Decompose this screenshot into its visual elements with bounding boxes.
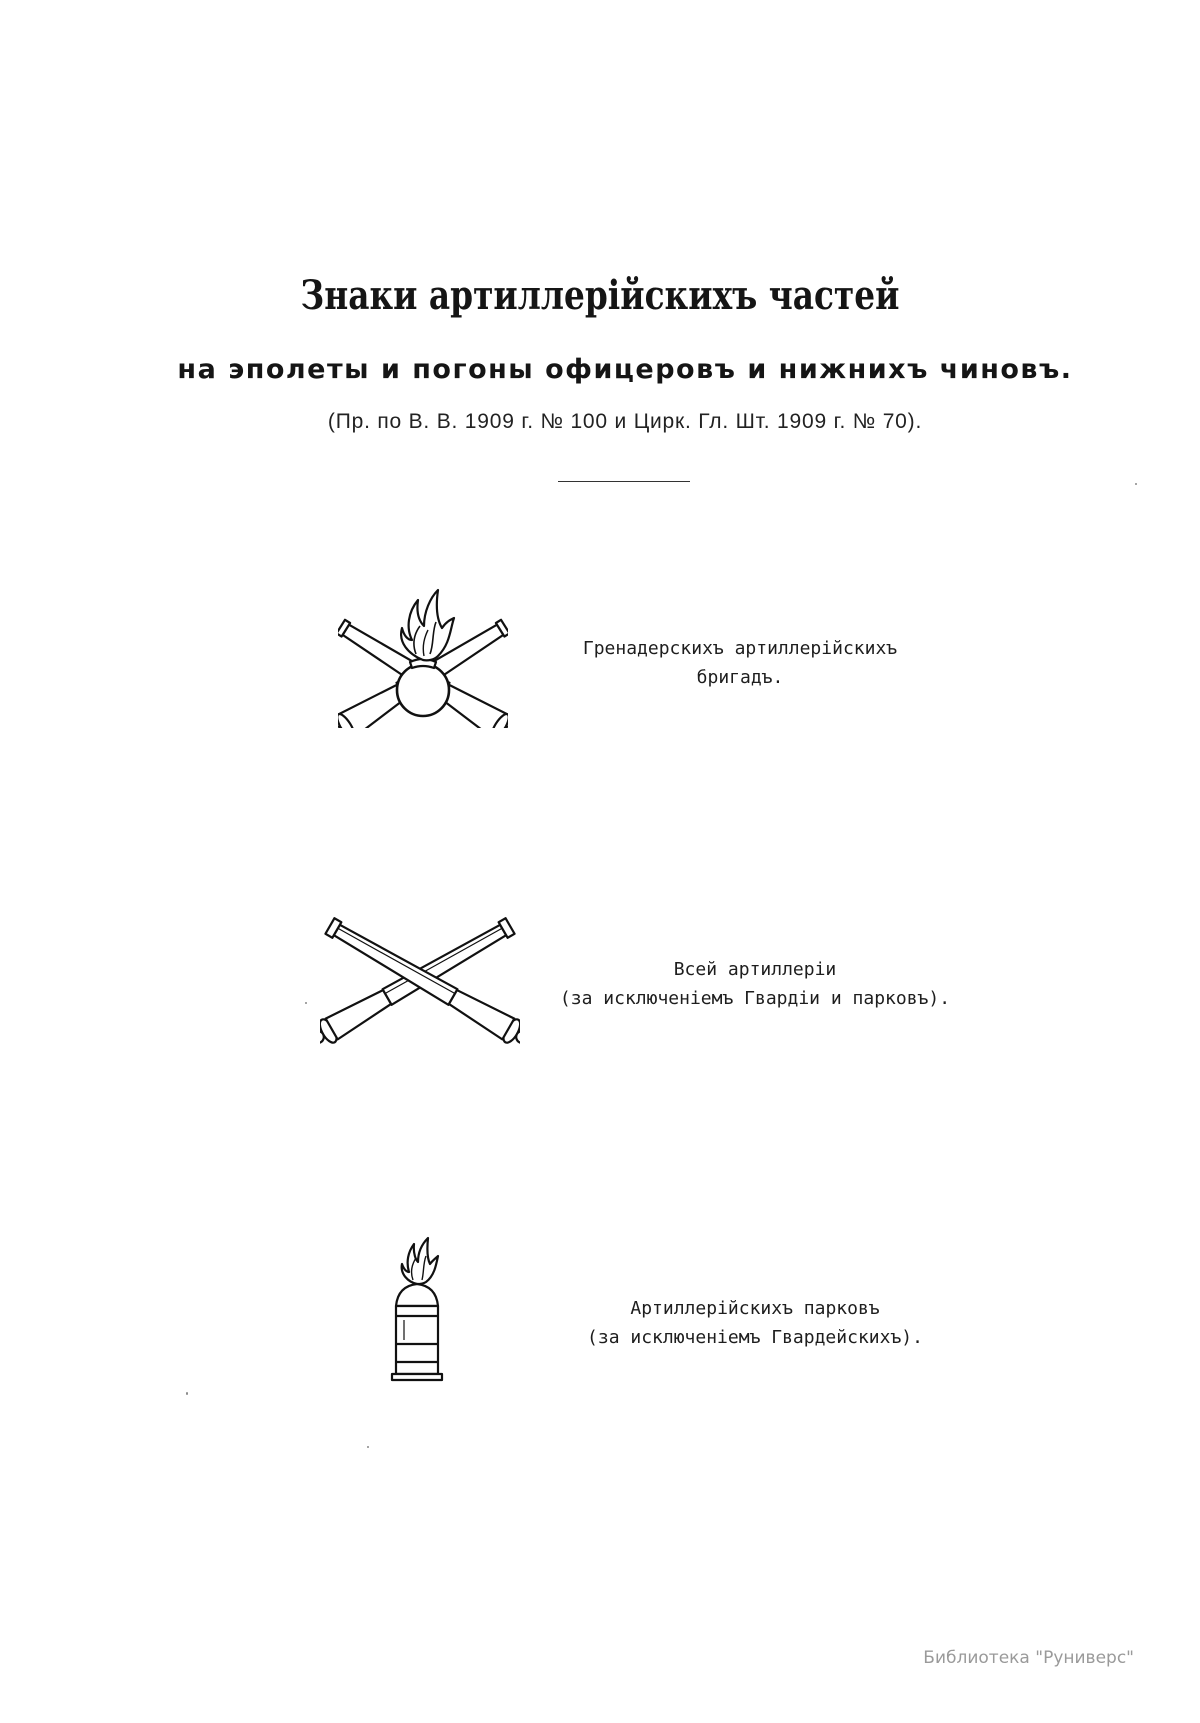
caption-line: Гренадерскихъ артиллерiйскихъ <box>582 638 898 659</box>
crossed-cannons-flaming-grenade-icon <box>338 578 508 728</box>
caption-grenadier-brigades <box>560 634 920 692</box>
crossed-cannons-icon <box>320 908 520 1048</box>
caption-artillery-parks <box>570 1294 940 1352</box>
caption-line: Всей артиллерiи <box>673 959 837 980</box>
scan-speck <box>367 1446 369 1448</box>
caption-line: бригадъ. <box>696 667 784 688</box>
flaming-shell-icon <box>386 1236 448 1382</box>
scan-speck <box>186 1392 188 1395</box>
page-subtitle: на эполеты и погоны офицеровъ и нижнихъ чиновъ. <box>177 354 1073 385</box>
caption-line: Артиллерiйскихъ парковъ <box>630 1298 880 1319</box>
library-watermark: Библиотека "Руниверс" <box>923 1648 1134 1668</box>
divider-rule <box>558 481 690 482</box>
scan-speck <box>305 1002 307 1004</box>
order-reference: (Пр. по В. В. 1909 г. № 100 и Цирк. Гл. Шт. 1909 г. № 70). <box>327 410 923 433</box>
caption-all-artillery <box>545 955 965 1013</box>
caption-line: (за исключенiемъ Гвардейскихъ). <box>587 1327 923 1348</box>
page-title: Знаки артиллерiйскихъ частей <box>300 272 900 319</box>
scan-speck <box>1135 483 1137 485</box>
caption-line: (за исключенiемъ Гвардiи и парковъ). <box>559 988 951 1009</box>
